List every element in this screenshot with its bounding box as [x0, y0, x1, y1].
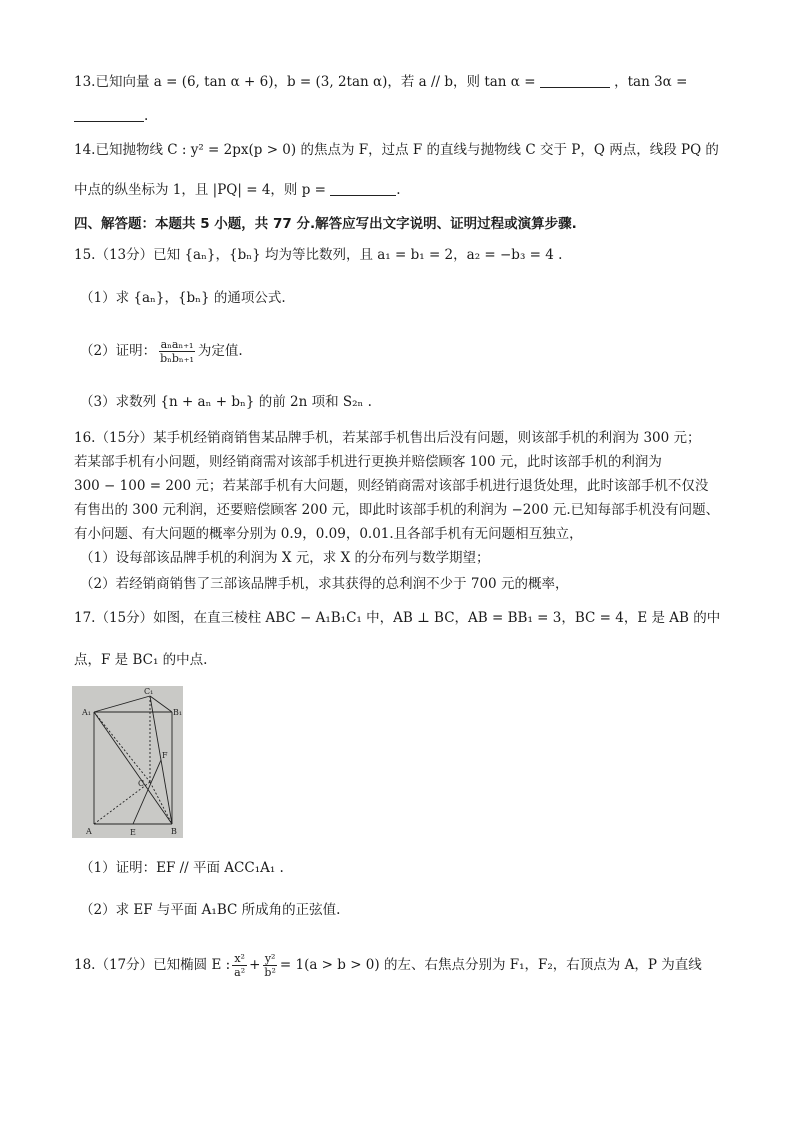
q13-text-b: ，tan 3α =	[614, 74, 688, 90]
question-16-line-3: 300 − 100 = 200 元；若某部手机有大问题，则经销商需对该部手机进行退货处理，此时该部手机不仅没	[74, 478, 709, 494]
q15-2-post: 为定值.	[197, 343, 243, 359]
answer-blank	[330, 181, 396, 196]
label-c: C	[138, 779, 145, 788]
label-f: F	[162, 751, 168, 760]
prism-diagram	[72, 686, 183, 838]
fraction-x	[232, 952, 247, 979]
plus-sign: +	[249, 957, 261, 973]
fraction-numerator: aₙaₙ₊₁	[160, 337, 194, 351]
fraction-y	[262, 952, 277, 979]
q18-post: = 1(a > b > 0) 的左、右焦点分别为 F₁，F₂，右顶点为 A，P 为直线	[279, 957, 702, 973]
question-17-line-1: 17.（15分）如图，在直三棱柱 ABC − A₁B₁C₁ 中，AB ⊥ BC，AB = BB₁ = 3，BC = 4，E 是 AB 的中	[74, 610, 721, 626]
edge-a-c	[94, 782, 150, 824]
question-16-line-2: 若某部手机有小问题，则经销商需对该部手机进行更换并赔偿顾客 100 元，此时该部手机的利润为	[74, 454, 662, 470]
answer-blank	[74, 107, 144, 122]
question-16-part-1: （1）设每部该品牌手机的利润为 X 元，求 X 的分布列与数学期望；	[80, 550, 490, 566]
label-c1: C₁	[144, 687, 154, 696]
question-16-part-2: （2）若经销商销售了三部该品牌手机，求其获得的总利润不少于 700 元的概率，	[80, 576, 569, 592]
question-18	[74, 945, 724, 985]
label-b1: B₁	[173, 708, 183, 717]
label-e: E	[130, 828, 136, 837]
question-16-line-5: 有小问题、有大问题的概率分别为 0.9，0.09，0.01.且各部手机有无问题相互独立，	[74, 526, 583, 542]
question-15-part-2	[80, 334, 730, 368]
label-a1: A₁	[82, 708, 91, 717]
q13-text-a: 13.已知向量 a = (6, tan α + 6)，b = (3, 2tan α)，若 a // b，则 tan α =	[74, 74, 536, 90]
question-14-line-1	[74, 140, 724, 160]
fraction-denominator: bₙbₙ₊₁	[160, 351, 194, 365]
question-17-line-2: 点，F 是 BC₁ 的中点.	[74, 652, 208, 668]
edge-a1-b	[94, 712, 172, 824]
label-a: A	[86, 827, 92, 836]
q15-2-pre: （2）证明：	[80, 343, 157, 359]
question-14-line-2: 中点的纵坐标为 1，且 |PQ| = 4，则 p = .	[74, 182, 401, 198]
question-13-line-1	[74, 72, 724, 92]
section-4-heading: 四、解答题：本题共 5 小题，共 77 分.解答应写出文字说明、证明过程或演算步骤.	[74, 216, 577, 232]
fraction	[158, 338, 196, 365]
question-16-line-1: 16.（15分）某手机经销商销售某品牌手机，若某部手机售出后没有问题，则该部手机的利润为 300 元；	[74, 430, 701, 446]
fraction-denominator: a²	[234, 965, 246, 979]
prism-figure	[72, 686, 183, 838]
question-17-part-2: （2）求 EF 与平面 A₁BC 所成角的正弦值.	[80, 902, 341, 918]
question-15-part-3: （3）求数列 {n + aₙ + bₙ} 的前 2n 项和 S₂ₙ .	[80, 394, 372, 410]
fraction-numerator: y²	[264, 951, 276, 965]
question-15-part-1: （1）求 {aₙ}，{bₙ} 的通项公式.	[80, 290, 286, 306]
question-17-part-1: （1）证明：EF // 平面 ACC₁A₁ .	[80, 860, 284, 876]
q14-text-a: 14.已知抛物线 C : y² = 2px(p > 0) 的焦点为 F，过点 F 的直线与抛物线 C 交于 P，Q 两点，线段 PQ 的	[74, 142, 719, 158]
edge-c1-a1	[94, 696, 150, 712]
edge-c1-b1	[150, 696, 172, 712]
question-13-line-2: .	[74, 106, 724, 126]
fraction-numerator: x²	[234, 951, 245, 965]
question-15: 15.（13分）已知 {aₙ}，{bₙ} 均为等比数列，且 a₁ = b₁ = 2，a₂ = −b₃ = 4 .	[74, 247, 563, 263]
question-16-line-4: 有售出的 300 元利润，还要赔偿顾客 200 元，即此时该部手机的利润为 −200 元.已知每部手机没有问题、	[74, 502, 720, 518]
fraction-denominator: b²	[264, 965, 276, 979]
edge-a1-c	[94, 712, 150, 782]
q18-pre: 18.（17分）已知椭圆 E :	[74, 957, 231, 973]
label-b: B	[171, 827, 177, 836]
q14-text-b: 中点的纵坐标为 1，且 |PQ| = 4，则 p =	[74, 182, 326, 198]
answer-blank	[540, 73, 610, 88]
